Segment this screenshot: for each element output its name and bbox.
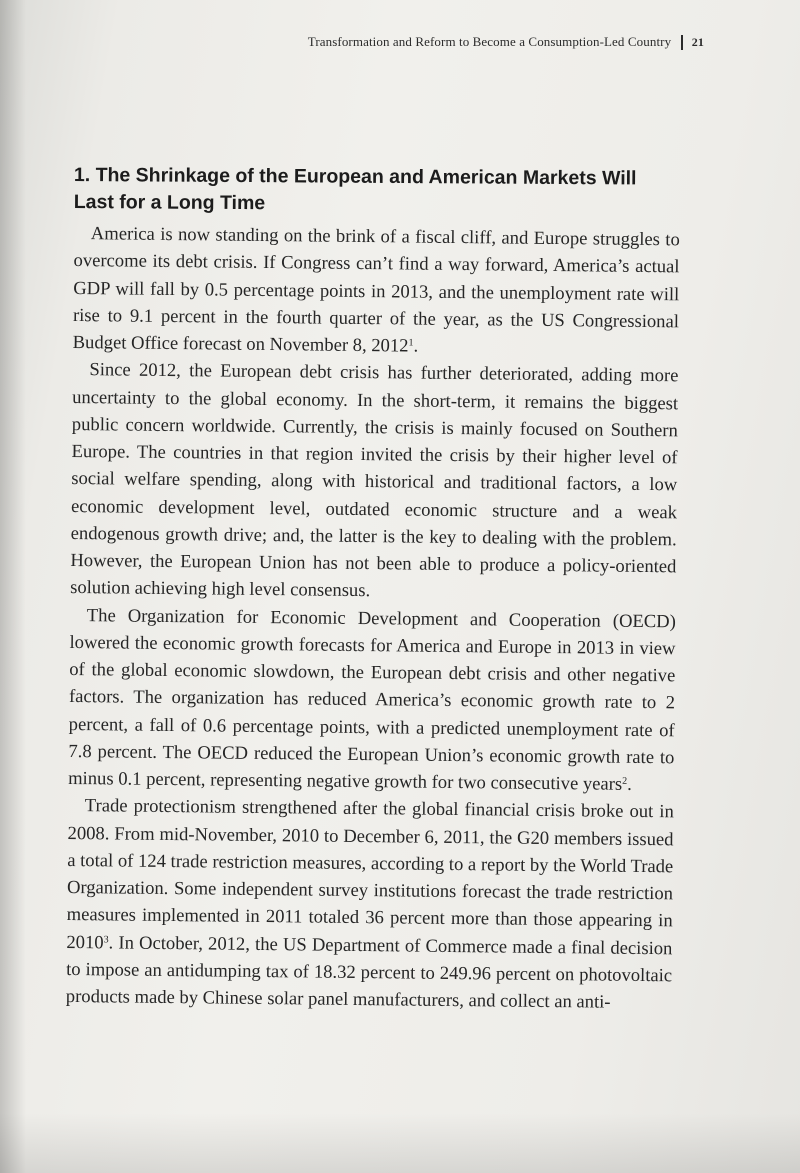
- page-number: 21: [691, 34, 704, 49]
- paragraph-2: [70, 356, 679, 608]
- footnote-ref-2: 2: [622, 775, 628, 787]
- paragraph-2-text: Since 2012, the European debt crisis has further deteriorated, adding more uncertainty to the global economy. In the short-term, it remains the biggest public concern worldwide. Currently, the crisis is mainly focused on Southern Europe. The countries in that region invited the crisis by their higher level of social welfare spending, along with historical and traditional factors, a low economic development level, outdated economic structure and a weak endogenous growth drive; and, the latter is the key to dealing with the problem. However, the European Union has not been able to produce a policy-oriented solution achieving high level consensus.: [70, 359, 679, 602]
- section-heading: [74, 162, 674, 220]
- paragraph-4-tail: . In October, 2012, the US Department of Commerce made a final decision to impose an antidumping tax of 18.32 percent to 249.96 percent on photovoltaic products made by Chinese solar panel manufacturers, and collect an anti-: [65, 931, 673, 1013]
- paragraph-3: [68, 601, 676, 798]
- footnote-ref-1: 1: [408, 337, 414, 349]
- paragraph-4: [66, 792, 674, 1016]
- paragraph-1-tail: .: [413, 335, 419, 357]
- paragraph-1: [73, 220, 680, 363]
- spine-shadow: [0, 0, 26, 1173]
- section-heading-line-1: 1. The Shrinkage of the European and American Markets Will: [73, 163, 637, 190]
- section-heading-line-2: Last for a Long Time: [73, 190, 266, 215]
- body-text: [66, 220, 680, 1017]
- running-head-title: Transformation and Reform to Become a Consumption-Led Country: [307, 34, 672, 49]
- paragraph-4-text: Trade protectionism strengthened after the global financial crisis broke out in 2008. From mid-November, 2010 to December 6, 2011, the G20 members issued a total of 124 trade restriction measures, according to a report by the World Trade Organization. Some independent survey institutions forecast the trade restriction measures implemented in 2011 totaled 36 percent more than those appearing in 2010: [66, 795, 674, 953]
- paragraph-3-text: The Organization for Economic Development and Cooperation (OECD) lowered the economic growth forecasts for America and Europe in 2013 in view of the global economic slowdown, the European debt crisis and other negative factors. The organization has reduced America’s economic growth rate to 2 percent, a fall of 0.6 percentage points, with a predicted unemployment rate of 7.8 percent. The OECD reduced the European Union’s economic growth rate to minus 0.1 percent, representing negative growth for two consecutive years: [68, 604, 676, 795]
- paragraph-3-tail: .: [627, 773, 632, 795]
- running-head-divider: [681, 35, 683, 50]
- bottom-shadow: [0, 1113, 800, 1173]
- footnote-ref-3: 3: [103, 933, 109, 945]
- paragraph-1-text: America is now standing on the brink of a fiscal cliff, and Europe struggles to overcome its debt crisis. If Congress can’t find a way forward, America’s actual GDP will fall by 0.5 percentage points in 2013, and the unemployment rate will rise to 9.1 percent in the fourth quarter of the year, as the US Congressional Budget Office forecast on November 8, 2012: [72, 223, 680, 357]
- running-head: [308, 34, 704, 50]
